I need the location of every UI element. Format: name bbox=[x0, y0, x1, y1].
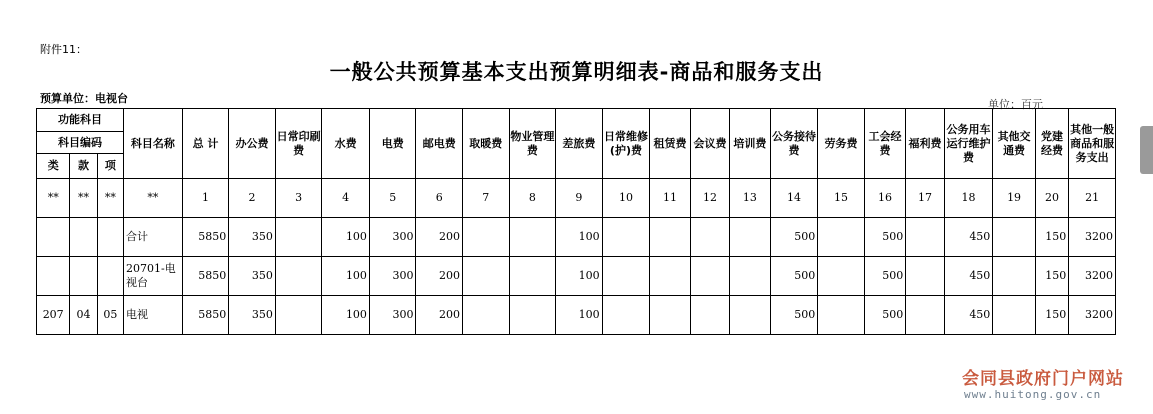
index-cell: 18 bbox=[944, 179, 993, 218]
col-header: 培训费 bbox=[730, 109, 770, 179]
subject-code-header: 科目编码 bbox=[37, 132, 124, 154]
subject-name-header: 科目名称 bbox=[124, 109, 183, 179]
amount-cell: 450 bbox=[944, 218, 993, 257]
site-watermark-url: www.huitong.gov.cn bbox=[964, 388, 1102, 401]
budget-detail-table bbox=[36, 108, 1116, 335]
amount-cell: 500 bbox=[770, 296, 818, 335]
index-cell: 1 bbox=[182, 179, 229, 218]
currency-unit-label: 单位：百元 bbox=[988, 98, 1043, 111]
xiang-header: 项 bbox=[97, 154, 123, 179]
kuan-cell bbox=[70, 257, 97, 296]
col-header: 办公费 bbox=[229, 109, 276, 179]
index-cell: 8 bbox=[509, 179, 556, 218]
col-header: 邮电费 bbox=[416, 109, 463, 179]
lei-header: 类 bbox=[37, 154, 70, 179]
amount-cell bbox=[993, 296, 1036, 335]
header-row-1 bbox=[37, 109, 1116, 132]
kuan-cell: 04 bbox=[70, 296, 97, 335]
amount-cell: 100 bbox=[556, 257, 603, 296]
amount-cell bbox=[463, 257, 510, 296]
amount-cell: 300 bbox=[369, 296, 416, 335]
amount-cell bbox=[993, 218, 1036, 257]
amount-cell bbox=[509, 218, 556, 257]
amount-cell bbox=[602, 218, 650, 257]
amount-cell: 100 bbox=[322, 218, 370, 257]
amount-cell: 5850 bbox=[182, 257, 229, 296]
amount-cell bbox=[906, 257, 944, 296]
site-watermark-name: 会同县政府门户网站 bbox=[962, 369, 1124, 389]
index-cell: 10 bbox=[602, 179, 650, 218]
index-cell: 6 bbox=[416, 179, 463, 218]
amount-cell bbox=[730, 257, 770, 296]
amount-cell bbox=[650, 218, 690, 257]
amount-cell bbox=[275, 257, 322, 296]
amount-cell bbox=[818, 218, 865, 257]
index-cell: 16 bbox=[864, 179, 906, 218]
table-row bbox=[37, 257, 1116, 296]
amount-cell: 350 bbox=[229, 257, 276, 296]
col-header: 取暖费 bbox=[463, 109, 510, 179]
col-header: 租赁费 bbox=[650, 109, 690, 179]
amount-cell bbox=[906, 218, 944, 257]
amount-cell: 500 bbox=[770, 257, 818, 296]
kuan-cell bbox=[70, 218, 97, 257]
amount-cell: 150 bbox=[1035, 257, 1068, 296]
amount-cell: 100 bbox=[556, 218, 603, 257]
amount-cell: 500 bbox=[864, 218, 906, 257]
index-row bbox=[37, 179, 1116, 218]
amount-cell: 150 bbox=[1035, 296, 1068, 335]
amount-cell: 100 bbox=[556, 296, 603, 335]
amount-cell bbox=[463, 296, 510, 335]
xiang-cell bbox=[97, 257, 123, 296]
amount-cell bbox=[690, 257, 729, 296]
amount-cell: 200 bbox=[416, 218, 463, 257]
budget-unit-label: 预算单位：电视台 bbox=[40, 92, 128, 105]
amount-cell bbox=[509, 257, 556, 296]
amount-cell: 200 bbox=[416, 296, 463, 335]
amount-cell bbox=[818, 257, 865, 296]
amount-cell: 3200 bbox=[1069, 296, 1116, 335]
amount-cell: 500 bbox=[864, 257, 906, 296]
amount-cell: 100 bbox=[322, 257, 370, 296]
lei-cell: 207 bbox=[37, 296, 70, 335]
attachment-label: 附件11： bbox=[40, 43, 87, 56]
index-cell: 7 bbox=[463, 179, 510, 218]
index-cell: 3 bbox=[275, 179, 322, 218]
amount-cell: 3200 bbox=[1069, 257, 1116, 296]
page-title: 一般公共预算基本支出预算明细表-商品和服务支出 bbox=[329, 60, 824, 84]
amount-cell bbox=[275, 218, 322, 257]
amount-cell bbox=[463, 218, 510, 257]
amount-cell bbox=[650, 296, 690, 335]
table-row bbox=[37, 218, 1116, 257]
amount-cell: 500 bbox=[864, 296, 906, 335]
index-cell: 13 bbox=[730, 179, 770, 218]
kuan-header: 款 bbox=[70, 154, 97, 179]
amount-cell bbox=[730, 218, 770, 257]
index-cell: 15 bbox=[818, 179, 865, 218]
col-header: 党建经费 bbox=[1035, 109, 1068, 179]
index-cell: 21 bbox=[1069, 179, 1116, 218]
index-cell: 19 bbox=[993, 179, 1036, 218]
index-cell: 9 bbox=[556, 179, 603, 218]
amount-cell: 500 bbox=[770, 218, 818, 257]
col-header: 其他交通费 bbox=[993, 109, 1036, 179]
col-header: 公务用车运行维护费 bbox=[944, 109, 993, 179]
amount-cell: 100 bbox=[322, 296, 370, 335]
subject-name-cell: 合计 bbox=[124, 218, 183, 257]
table-body bbox=[37, 109, 1116, 335]
index-cell: 12 bbox=[690, 179, 729, 218]
index-cell: 5 bbox=[369, 179, 416, 218]
col-header: 总 计 bbox=[182, 109, 229, 179]
index-cell: 17 bbox=[906, 179, 944, 218]
amount-cell bbox=[602, 257, 650, 296]
amount-cell bbox=[509, 296, 556, 335]
col-header: 物业管理费 bbox=[509, 109, 556, 179]
amount-cell bbox=[730, 296, 770, 335]
index-cell: 4 bbox=[322, 179, 370, 218]
lei-cell bbox=[37, 218, 70, 257]
subject-name-cell: 电视 bbox=[124, 296, 183, 335]
amount-cell: 5850 bbox=[182, 296, 229, 335]
index-cell: 14 bbox=[770, 179, 818, 218]
lei-cell bbox=[37, 257, 70, 296]
func-subject-header: 功能科目 bbox=[37, 109, 124, 132]
amount-cell bbox=[275, 296, 322, 335]
index-cell: ** bbox=[37, 179, 70, 218]
index-cell: ** bbox=[124, 179, 183, 218]
col-header: 差旅费 bbox=[556, 109, 603, 179]
index-cell: 2 bbox=[229, 179, 276, 218]
col-header: 会议费 bbox=[690, 109, 729, 179]
amount-cell bbox=[818, 296, 865, 335]
col-header: 日常印刷费 bbox=[275, 109, 322, 179]
col-header: 工会经费 bbox=[864, 109, 906, 179]
col-header: 水费 bbox=[322, 109, 370, 179]
amount-cell bbox=[906, 296, 944, 335]
amount-cell: 300 bbox=[369, 257, 416, 296]
index-cell: 11 bbox=[650, 179, 690, 218]
amount-cell: 5850 bbox=[182, 218, 229, 257]
amount-cell: 150 bbox=[1035, 218, 1068, 257]
amount-cell bbox=[690, 218, 729, 257]
index-cell: 20 bbox=[1035, 179, 1068, 218]
index-cell: ** bbox=[97, 179, 123, 218]
amount-cell: 300 bbox=[369, 218, 416, 257]
vertical-scrollbar[interactable] bbox=[1140, 126, 1153, 174]
col-header: 其他一般商品和服务支出 bbox=[1069, 109, 1116, 179]
subject-name-cell: 20701-电视台 bbox=[124, 257, 183, 296]
table-row bbox=[37, 296, 1116, 335]
amount-cell bbox=[650, 257, 690, 296]
amount-cell: 450 bbox=[944, 257, 993, 296]
amount-cell bbox=[993, 257, 1036, 296]
col-header: 劳务费 bbox=[818, 109, 865, 179]
amount-cell: 350 bbox=[229, 296, 276, 335]
amount-cell bbox=[602, 296, 650, 335]
index-cell: ** bbox=[70, 179, 97, 218]
amount-cell: 350 bbox=[229, 218, 276, 257]
col-header: 电费 bbox=[369, 109, 416, 179]
xiang-cell: 05 bbox=[97, 296, 123, 335]
col-header: 日常维修(护)费 bbox=[602, 109, 650, 179]
amount-cell: 450 bbox=[944, 296, 993, 335]
amount-cell: 3200 bbox=[1069, 218, 1116, 257]
amount-cell bbox=[690, 296, 729, 335]
xiang-cell bbox=[97, 218, 123, 257]
col-header: 公务接待费 bbox=[770, 109, 818, 179]
col-header: 福利费 bbox=[906, 109, 944, 179]
amount-cell: 200 bbox=[416, 257, 463, 296]
